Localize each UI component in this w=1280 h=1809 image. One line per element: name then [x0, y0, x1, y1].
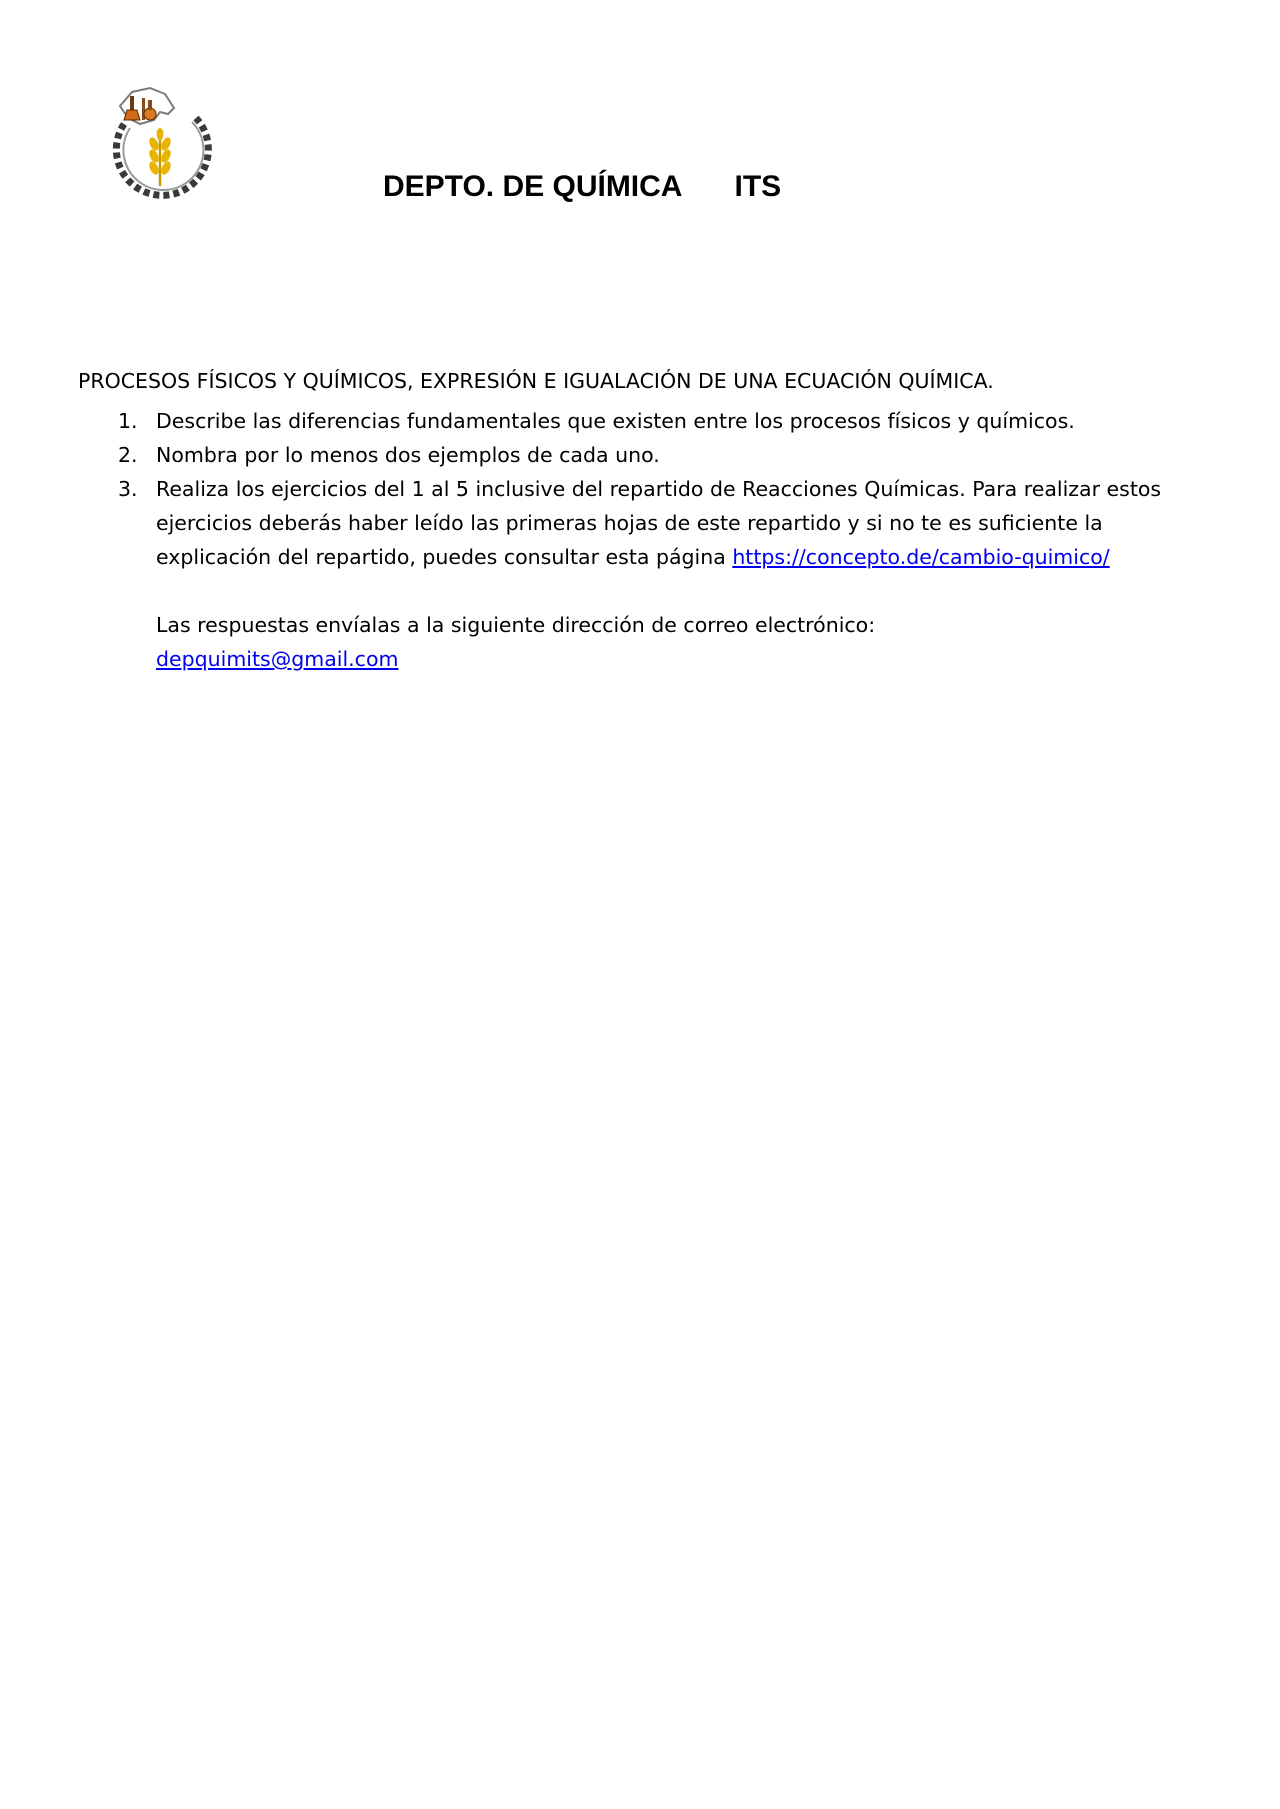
answers-section — [78, 608, 1208, 676]
list-number: 2. — [118, 443, 138, 467]
institution-name: ITS — [734, 170, 782, 203]
header-title — [383, 170, 781, 204]
list-item — [78, 404, 1208, 438]
list-item-text: Describe las diferencias fundamentales que existen entre los procesos físicos y químicos. — [156, 409, 1075, 433]
task-list — [78, 404, 1208, 574]
institution-logo — [110, 84, 214, 200]
list-number: 1. — [118, 409, 138, 433]
list-item — [78, 438, 1208, 472]
department-name: DEPTO. DE QUÍMICA — [383, 170, 683, 203]
email-link[interactable]: depquimits@gmail.com — [156, 647, 399, 671]
reference-link[interactable]: https://concepto.de/cambio-quimico/ — [732, 545, 1110, 569]
list-item-text: Nombra por lo menos dos ejemplos de cada uno. — [156, 443, 660, 467]
document-title: PROCESOS FÍSICOS Y QUÍMICOS, EXPRESIÓN E IGUALACIÓN DE UNA ECUACIÓN QUÍMICA. — [78, 369, 994, 393]
institution-logo-icon — [110, 84, 214, 200]
list-item-text: Realiza los ejercicios del 1 al 5 inclusive del repartido de Reacciones Químicas. Para realizar estos ejercicios deberás haber leído las primeras hojas de este repartido y si no te es suficiente la explicación del repartido, puedes consultar esta página — [156, 477, 1162, 569]
list-number: 3. — [118, 477, 138, 501]
list-item — [78, 472, 1208, 574]
answers-instructions: Las respuestas envíalas a la siguiente dirección de correo electrónico: — [156, 613, 876, 637]
document-body — [78, 364, 1208, 676]
